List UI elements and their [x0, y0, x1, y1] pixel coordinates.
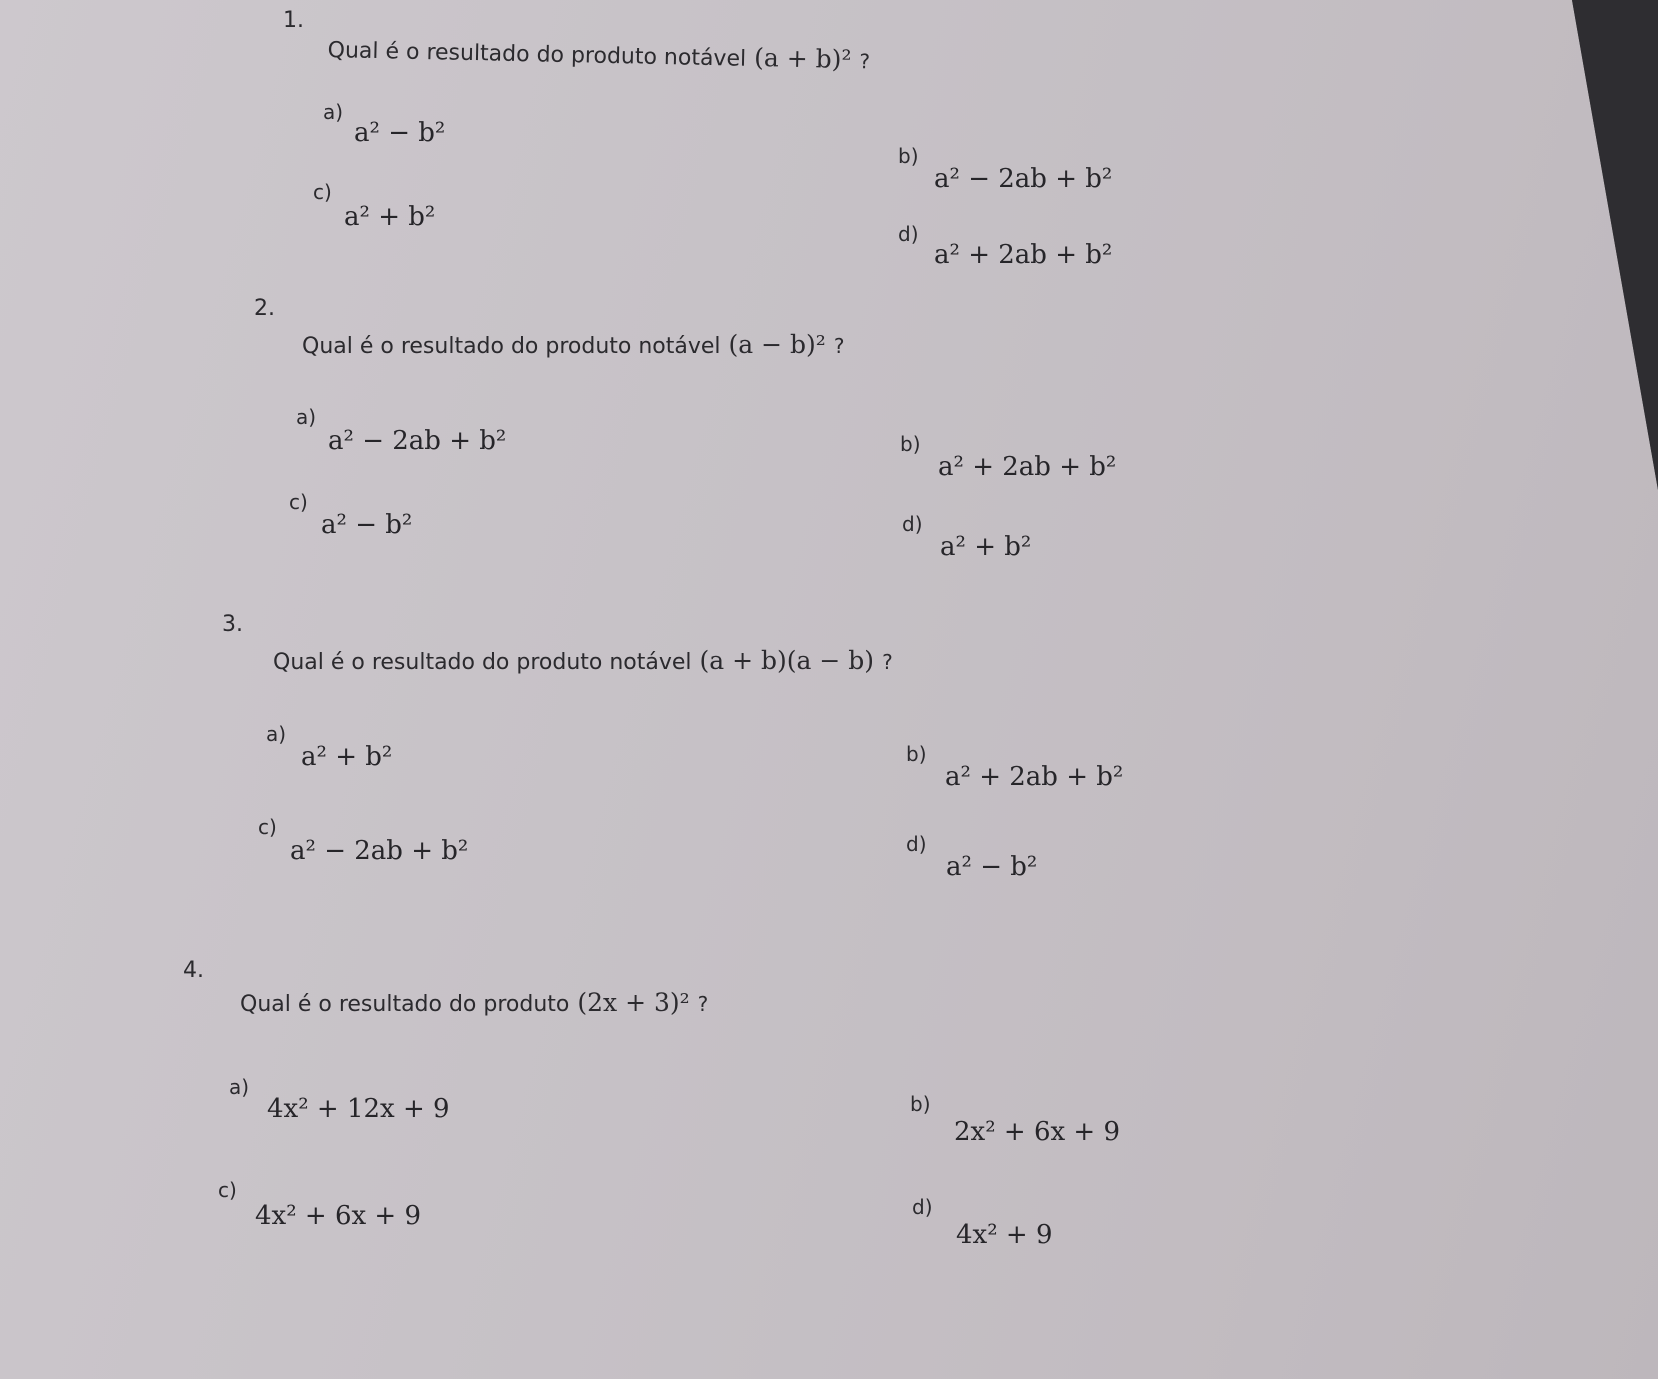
- prompt-text: Qual é o resultado do produto: [240, 992, 570, 1017]
- option-a-answer[interactable]: a² − 2ab + b²: [328, 426, 507, 456]
- option-d-letter[interactable]: d): [898, 222, 919, 246]
- option-d-answer[interactable]: a² + b²: [940, 532, 1032, 562]
- option-b-answer[interactable]: a² − 2ab + b²: [934, 164, 1113, 194]
- option-b-letter[interactable]: b): [910, 1092, 931, 1116]
- question-prompt: [273, 646, 893, 675]
- option-b-answer[interactable]: a² + 2ab + b²: [945, 762, 1124, 792]
- option-b-letter[interactable]: b): [900, 432, 921, 456]
- option-d-answer[interactable]: a² − b²: [946, 852, 1038, 882]
- option-c-answer[interactable]: a² − b²: [321, 510, 413, 540]
- prompt-expression: (a + b)²: [753, 42, 852, 74]
- option-a-answer[interactable]: 4x² + 12x + 9: [267, 1094, 450, 1124]
- prompt-question-mark: ?: [882, 650, 893, 674]
- question-number: 3.: [222, 612, 243, 637]
- question-prompt: [302, 330, 844, 359]
- prompt-question-mark: ?: [833, 334, 845, 358]
- option-b-answer[interactable]: a² + 2ab + b²: [938, 452, 1117, 482]
- option-c-answer[interactable]: a² + b²: [344, 202, 436, 232]
- option-a-letter[interactable]: a): [323, 100, 344, 124]
- prompt-question-mark: ?: [697, 992, 709, 1016]
- prompt-text: Qual é o resultado do produto notável: [302, 334, 721, 359]
- prompt-text: Qual é o resultado do produto notável: [327, 37, 747, 72]
- prompt-expression: (2x + 3)²: [577, 988, 690, 1017]
- option-d-letter[interactable]: d): [902, 512, 923, 536]
- option-c-letter[interactable]: c): [313, 180, 332, 204]
- option-b-letter[interactable]: b): [898, 144, 919, 168]
- option-b-answer[interactable]: 2x² + 6x + 9: [954, 1117, 1121, 1147]
- option-c-answer[interactable]: a² − 2ab + b²: [290, 836, 469, 866]
- question-number: 1.: [283, 8, 304, 33]
- question-number: 2.: [254, 296, 275, 321]
- prompt-expression: (a − b)²: [728, 330, 826, 359]
- option-d-answer[interactable]: 4x² + 9: [956, 1220, 1053, 1250]
- option-b-letter[interactable]: b): [906, 742, 927, 766]
- option-d-answer[interactable]: a² + 2ab + b²: [934, 240, 1113, 270]
- option-a-letter[interactable]: a): [296, 405, 317, 429]
- option-c-letter[interactable]: c): [218, 1178, 237, 1202]
- option-c-answer[interactable]: 4x² + 6x + 9: [255, 1201, 422, 1231]
- option-a-answer[interactable]: a² + b²: [301, 742, 393, 772]
- question-number: 4.: [183, 958, 204, 983]
- option-a-answer[interactable]: a² − b²: [354, 118, 446, 148]
- question-prompt: [240, 988, 708, 1017]
- option-d-letter[interactable]: d): [906, 832, 927, 856]
- option-c-letter[interactable]: c): [289, 490, 308, 514]
- option-d-letter[interactable]: d): [912, 1195, 933, 1219]
- option-a-letter[interactable]: a): [266, 722, 287, 746]
- option-c-letter[interactable]: c): [258, 815, 277, 839]
- option-a-letter[interactable]: a): [229, 1075, 250, 1099]
- prompt-question-mark: ?: [859, 49, 871, 74]
- prompt-expression: (a + b)(a − b): [699, 646, 875, 675]
- prompt-text: Qual é o resultado do produto notável: [273, 650, 692, 675]
